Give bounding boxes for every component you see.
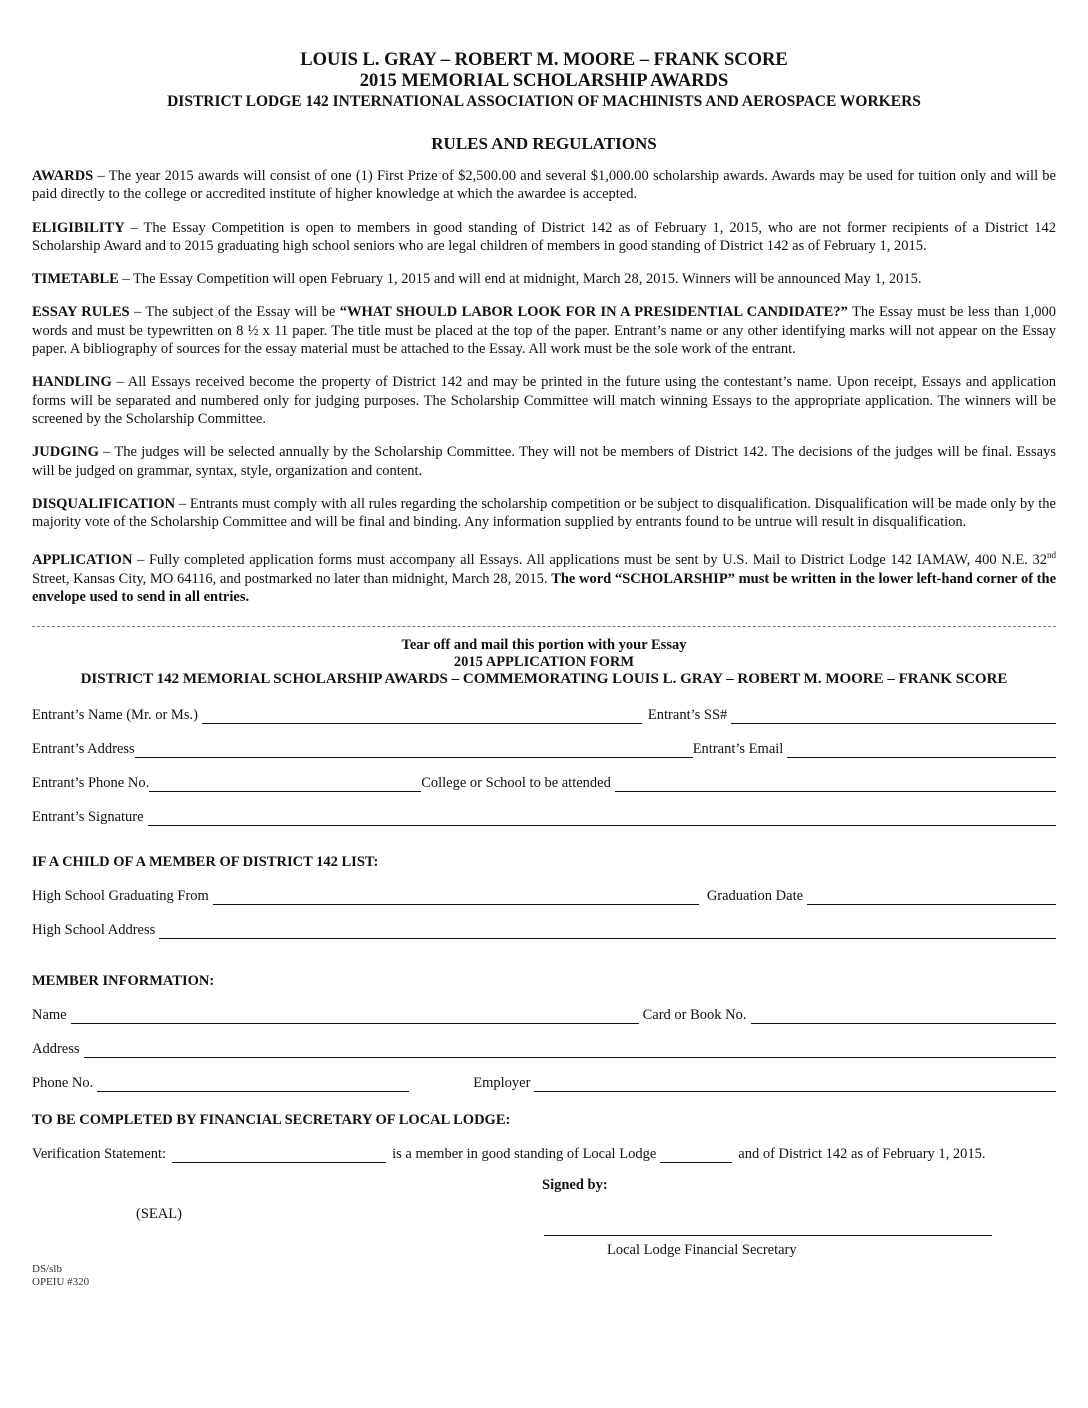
eligibility-paragraph (32, 219, 1056, 256)
judging-label: JUDGING (32, 444, 99, 461)
employer-label: Employer (473, 1075, 531, 1092)
financial-secretary-heading: TO BE COMPLETED BY FINANCIAL SECRETARY OF LOCAL LODGE: (32, 1112, 511, 1129)
timetable-label: TIMETABLE (32, 271, 119, 288)
footer-initials: DS/slb (32, 1263, 62, 1276)
entrant-email-field[interactable] (787, 743, 1056, 758)
eligibility-text: – The Essay Competition is open to members in good standing of District 142 as of February 1, 2015, who are not former recipients of a District 142 Scholarship Award and to 2015 graduating high school seniors who are legal children of members in good standing of District 142 as of February 1, 2015. (32, 219, 1056, 254)
member-address-row (32, 1040, 1056, 1058)
card-number-label: Card or Book No. (642, 1007, 747, 1024)
seal-label: (SEAL) (136, 1206, 182, 1223)
entrant-phone-field[interactable] (149, 777, 421, 792)
secretary-label: Local Lodge Financial Secretary (607, 1242, 797, 1259)
entrant-name-field[interactable] (202, 709, 642, 724)
essay-subject: “WHAT SHOULD LABOR LOOK FOR IN A PRESIDENTIAL CANDIDATE?” (339, 304, 848, 321)
entrant-address-field[interactable] (135, 743, 693, 758)
handling-label: HANDLING (32, 374, 112, 391)
essay-rules-paragraph (32, 303, 1056, 358)
entrant-phone-row (32, 774, 1056, 792)
awards-label: AWARDS (32, 168, 94, 184)
entrant-address-label: Entrant’s Address (32, 741, 135, 758)
child-section-heading: IF A CHILD OF A MEMBER OF DISTRICT 142 LIST: (32, 854, 379, 871)
member-phone-field[interactable] (97, 1077, 409, 1092)
member-name-row (32, 1006, 1056, 1024)
member-name-label: Name (32, 1007, 67, 1024)
form-subtitle: DISTRICT 142 MEMORIAL SCHOLARSHIP AWARDS – COMMEMORATING LOUIS L. GRAY – ROBERT M. MOORE – FRANK SCORE (80, 671, 1008, 688)
disqualification-text: – Entrants must comply with all rules regarding the scholarship competition or be subject to disqualification. Disqualification will be made only by the majority vote of the Scholarship Committee and will be final and binding. Any information supplied by entrants found to be untrue will result in disqualification. (32, 495, 1056, 531)
tear-off-divider (32, 626, 1056, 688)
college-label: College or School to be attended (421, 775, 611, 792)
rules-title: RULES AND REGULATIONS (431, 134, 657, 153)
disqualification-label: DISQUALIFICATION (32, 495, 176, 512)
header-district: DISTRICT LODGE 142 INTERNATIONAL ASSOCIATION OF MACHINISTS AND AEROSPACE WORKERS (167, 93, 921, 110)
verification-name-field[interactable] (172, 1148, 386, 1163)
college-field[interactable] (615, 777, 1056, 792)
application-bold-note: The word “SCHOLARSHIP” must be written in the lower left-hand corner of the envelope used to send in all entries. (32, 570, 1057, 605)
handling-paragraph (32, 373, 1056, 428)
member-name-field[interactable] (71, 1009, 639, 1024)
entrant-name-label: Entrant’s Name (Mr. or Ms.) (32, 707, 198, 724)
verification-row (32, 1145, 1056, 1163)
graduation-date-label: Graduation Date (706, 888, 804, 905)
entrant-phone-label: Entrant’s Phone No. (32, 775, 150, 792)
high-school-field[interactable] (213, 890, 699, 905)
form-title: 2015 APPLICATION FORM (453, 654, 635, 671)
card-number-field[interactable] (751, 1009, 1056, 1024)
essay-rules-text-a: – The subject of the Essay will be (129, 304, 340, 321)
timetable-paragraph (32, 270, 1056, 288)
high-school-label: High School Graduating From (32, 888, 209, 905)
entrant-address-row (32, 740, 1056, 758)
application-text-b: Street, Kansas City, MO 64116, and postmarked no later than midnight, March 28, 2015. (32, 570, 552, 587)
high-school-row (32, 887, 1056, 905)
member-section-heading: MEMBER INFORMATION: (32, 973, 215, 990)
application-text-a: – Fully completed application forms must accompany all Essays. All applications must be sent by U.S. Mail to District Lodge 142 IAMAW, 400 N.E. 32 (132, 552, 1047, 569)
document-page (32, 50, 1056, 1289)
awards-text: – The year 2015 awards will consist of one (1) First Prize of $2,500.00 and several $1,000.00 scholarship awards. Awards may be used for tuition only and will be paid directly to the college or accredited institute of higher knowledge at which the awardee is accepted. (32, 168, 1056, 203)
awards-paragraph (32, 167, 1056, 204)
judging-paragraph (32, 443, 1056, 480)
application-paragraph (32, 546, 1056, 606)
application-sup: nd (1047, 550, 1056, 561)
employer-field[interactable] (534, 1077, 1056, 1092)
entrant-email-label: Entrant’s Email (692, 741, 784, 758)
graduation-date-field[interactable] (807, 890, 1056, 905)
entrant-signature-label: Entrant’s Signature (32, 809, 144, 826)
signed-by-label: Signed by: (542, 1177, 608, 1194)
entrant-signature-field[interactable] (148, 811, 1056, 826)
tear-off-instruction: Tear off and mail this portion with your Essay (401, 637, 687, 654)
timetable-text: – The Essay Competition will open February 1, 2015 and will end at midnight, March 28, 2015. Winners will be announced May 1, 2015. (118, 271, 922, 288)
member-phone-label: Phone No. (32, 1075, 94, 1092)
member-standing-text: is a member in good standing of Local Lodge (392, 1146, 657, 1163)
disqualification-paragraph (32, 495, 1056, 532)
eligibility-label: ELIGIBILITY (32, 219, 125, 236)
header-awards: 2015 MEMORIAL SCHOLARSHIP AWARDS (359, 71, 729, 91)
district-standing-text: and of District 142 as of February 1, 2015. (738, 1146, 986, 1163)
entrant-ss-label: Entrant’s SS# (647, 707, 728, 724)
secretary-signature-line[interactable] (544, 1235, 992, 1236)
judging-text: – The judges will be selected annually by the Scholarship Committee. They will not be members of District 142. The decisions of the judges will be final. Essays will be judged on grammar, syntax, style, organization and content. (32, 444, 1056, 479)
member-address-label: Address (32, 1041, 80, 1058)
high-school-address-label: High School Address (32, 922, 156, 939)
member-phone-row (32, 1074, 1056, 1092)
footer-union: OPEIU #320 (32, 1276, 90, 1289)
high-school-address-row (32, 921, 1056, 939)
essay-rules-label: ESSAY RULES (32, 304, 130, 321)
local-lodge-field[interactable] (660, 1148, 732, 1163)
high-school-address-field[interactable] (159, 924, 1056, 939)
entrant-name-row (32, 706, 1056, 724)
essay-rules-text-b: The Essay must be less than 1,000 words and must be typewritten on 8 ½ x 11 paper. The title must be placed at the top of the paper. Entrant’s name or any other identifying marks will not appear on the Essay paper. A bibliography of sources for the essay material must be attached to the Essay. All work must be the sole work of the entrant. (32, 304, 1056, 358)
member-address-field[interactable] (84, 1043, 1056, 1058)
handling-text: – All Essays received become the property of District 142 and may be printed in the future using the contestant’s name. Upon receipt, Essays and application forms will be separated and numbered only for judging purposes. The Scholarship Committee will match winning Essays to the appropriate application. The winners will be screened by the Scholarship Committee. (32, 374, 1056, 427)
entrant-signature-row (32, 808, 1056, 826)
verification-label: Verification Statement: (32, 1146, 167, 1163)
application-label: APPLICATION (32, 552, 133, 569)
entrant-ss-field[interactable] (731, 709, 1056, 724)
header-names: LOUIS L. GRAY – ROBERT M. MOORE – FRANK SCORE (300, 50, 788, 70)
